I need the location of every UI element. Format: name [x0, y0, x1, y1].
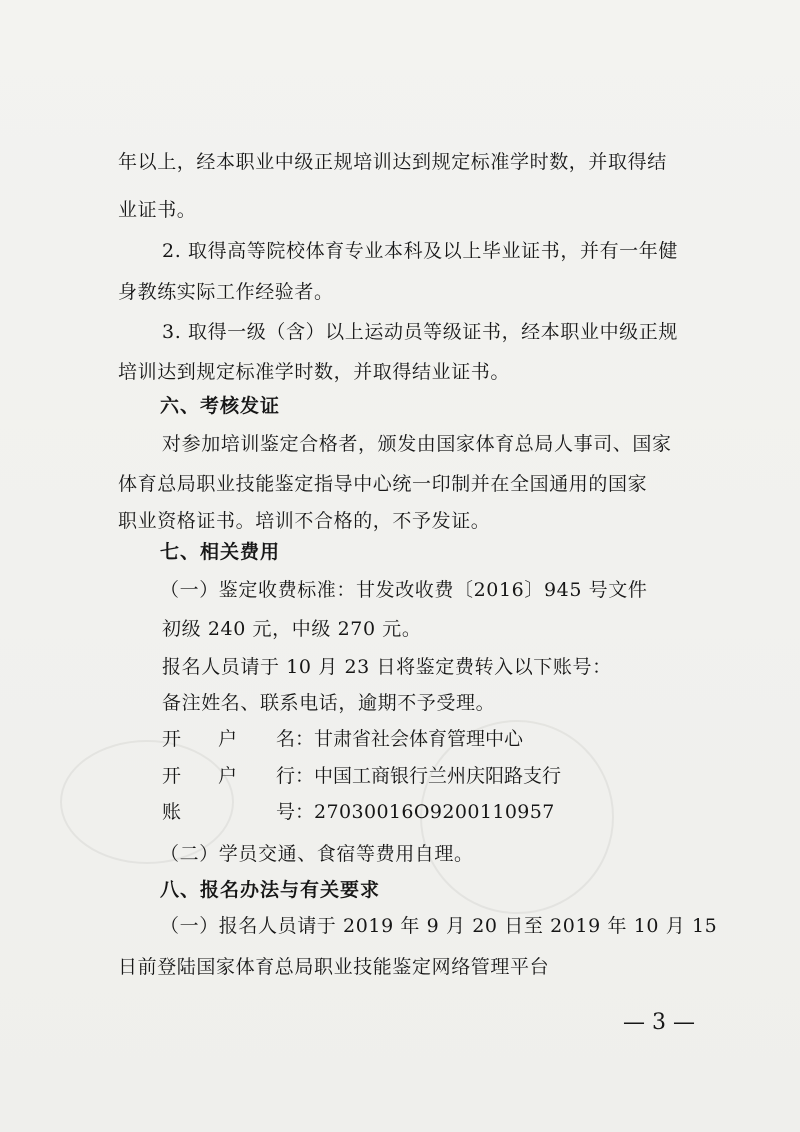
- account-name-row: [162, 727, 662, 751]
- section-heading-six: 六、考核发证: [160, 395, 281, 417]
- section-heading-seven: 七、相关费用: [160, 541, 281, 563]
- text-line-19: 日前登陆国家体育总局职业技能鉴定网络管理平台: [118, 956, 550, 978]
- text-line-9: 体育总局职业技能鉴定指导中心统一印制并在全国通用的国家: [118, 473, 648, 495]
- account-number-value: 27030016O9200110957: [314, 801, 555, 823]
- account-bank-value: 中国工商银行兰州庆阳路支行: [314, 765, 562, 787]
- section-heading-eight: 八、报名办法与有关要求: [160, 879, 381, 901]
- text-line-8: 对参加培训鉴定合格者，颁发由国家体育总局人事司、国家: [162, 433, 672, 455]
- account-name-label-1: 开: [162, 728, 182, 750]
- account-bank-label-3: 行：: [276, 765, 315, 787]
- account-number-label-2: 号：: [276, 801, 315, 823]
- text-line-16: （二）学员交通、食宿等费用自理。: [160, 843, 474, 865]
- text-line-18: （一）报名人员请于 2019 年 9 月 20 日至 2019 年 10 月 15: [160, 915, 718, 937]
- account-bank-label-1: 开: [162, 765, 182, 787]
- account-name-value: 甘肃省社会体育管理中心: [314, 728, 524, 750]
- page-number: — 3 —: [623, 1010, 695, 1035]
- account-number-label-1: 账: [162, 801, 182, 823]
- text-line-3: 2. 取得高等院校体育专业本科及以上毕业证书，并有一年健: [162, 240, 678, 262]
- text-line-2: 业证书。: [118, 199, 197, 221]
- account-number-row: [162, 800, 662, 824]
- text-line-6: 培训达到规定标准学时数，并取得结业证书。: [118, 361, 511, 383]
- text-line-14: 报名人员请于 10 月 23 日将鉴定费转入以下账号：: [162, 656, 612, 678]
- text-line-10: 职业资格证书。培训不合格的，不予发证。: [118, 510, 491, 532]
- account-bank-label-2: 户: [218, 765, 238, 787]
- text-line-1: 年以上，经本职业中级正规培训达到规定标准学时数，并取得结: [118, 151, 667, 173]
- text-line-13: 初级 240 元，中级 270 元。: [162, 618, 422, 640]
- text-line-12: （一）鉴定收费标准：甘发改收费〔2016〕945 号文件: [160, 579, 648, 601]
- account-bank-row: [162, 764, 662, 788]
- text-line-5: 3. 取得一级（含）以上运动员等级证书，经本职业中级正规: [162, 321, 678, 343]
- text-line-15: 备注姓名、联系电话，逾期不予受理。: [162, 692, 496, 714]
- account-name-label-3: 名：: [276, 728, 315, 750]
- text-line-4: 身教练实际工作经验者。: [118, 281, 334, 303]
- account-name-label-2: 户: [218, 728, 238, 750]
